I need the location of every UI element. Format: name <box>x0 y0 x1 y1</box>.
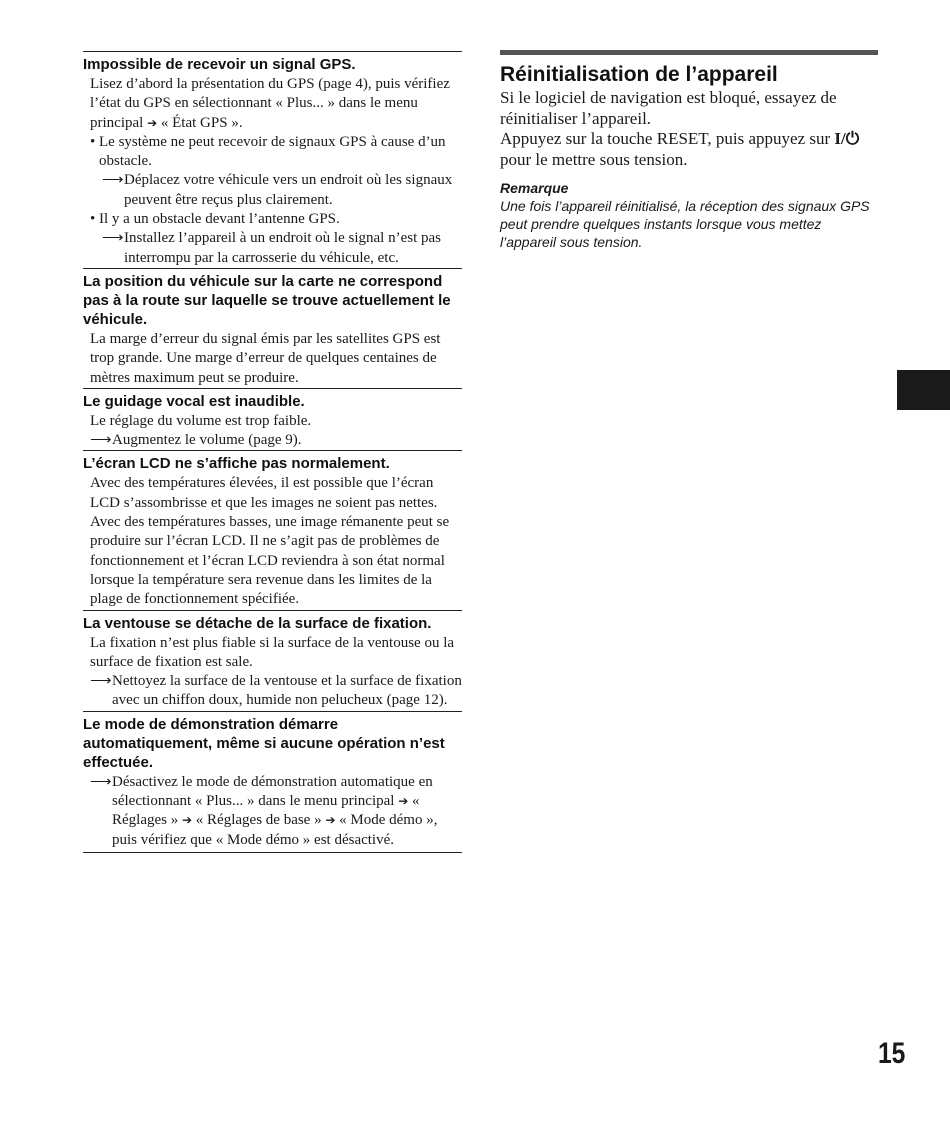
section-voice-guidance <box>83 388 462 451</box>
text-part: « Mode démo », puis vérifiez que « Mode démo » est désactivé. <box>112 812 438 848</box>
section-text: Avec des températures élevées, il est possible que l’écran LCD s’assombrisse et que les images ne soient pas nettes. Avec des températures basses, une image rémanente peut se produire sur l’écran LCD. Il ne s’agit pas de problèmes de fonctionnement et l’écran LCD reviendra à son état normal lorsque la température sera revenue dans les limites de la plage de fonctionnement spécifiée. <box>90 475 450 608</box>
action-item <box>90 773 462 850</box>
arrow-right-icon: ⟶ <box>90 773 112 790</box>
text-part: pour le mettre sous tension. <box>500 149 688 169</box>
text-part: Désactivez le mode de démonstration automatique en sélectionnant « Plus... » dans le menu principal <box>112 773 433 810</box>
troubleshooting-column <box>83 51 462 853</box>
bullet-item <box>90 133 462 172</box>
chapter-tab-marker <box>897 370 950 410</box>
section-gps-signal <box>83 51 462 268</box>
action-text: Déplacez votre véhicule vers un endroit où les signaux peuvent être reçus plus clairement. <box>124 172 453 208</box>
menu-arrow-icon: ➔ <box>325 813 336 828</box>
bullet-text: Le système ne peut recevoir de signaux GPS à cause d’un obstacle. <box>99 133 446 170</box>
action-item <box>90 672 462 711</box>
section-title: Le mode de démonstration démarre automatiquement, même si aucune opération n’est effectuée. <box>83 715 445 771</box>
page-heading: Réinitialisation de l’appareil <box>500 63 778 86</box>
action-item <box>90 431 462 450</box>
text-part: Lisez d’abord la présentation du GPS (page 4), puis vérifiez l’état du GPS en sélectionnant « Plus... » dans le menu principal <box>90 76 450 131</box>
section-text: La marge d’erreur du signal émis par les satellites GPS est trop grande. Une marge d’erreur de quelques centaines de mètres maximum peut se produire. <box>90 330 441 386</box>
action-text <box>112 773 462 850</box>
section-text <box>90 75 462 133</box>
section-text: La fixation n’est plus fiable si la surface de la ventouse ou la surface de fixation est sale. <box>90 634 455 670</box>
bullet-icon: • <box>90 211 96 228</box>
menu-arrow-icon: ➔ <box>398 794 409 809</box>
arrow-right-icon: ⟶ <box>102 172 124 189</box>
power-icon: I/⏻ <box>834 129 860 148</box>
menu-arrow-icon: ➔ <box>147 115 158 130</box>
text-part: « Réglages de base » <box>192 812 326 829</box>
action-text: Nettoyez la surface de la ventouse et la surface de fixation avec un chiffon doux, humide non pelucheux (page 12). <box>112 673 462 709</box>
section-demo-mode <box>83 711 462 853</box>
action-item <box>102 229 462 268</box>
reset-instruction <box>500 129 878 170</box>
section-title: Le guidage vocal est inaudible. <box>83 392 305 410</box>
section-text: Le réglage du volume est trop faible. <box>90 412 312 429</box>
bullet-text: Il y a un obstacle devant l’antenne GPS. <box>99 211 340 228</box>
bullet-item <box>90 210 462 229</box>
section-lcd-display <box>83 450 462 609</box>
arrow-right-icon: ⟶ <box>90 432 112 449</box>
section-title: La ventouse se détache de la surface de fixation. <box>83 614 432 632</box>
reset-text: Si le logiciel de navigation est bloqué, essayez de réinitialiser l’appareil. <box>500 88 837 128</box>
action-item <box>102 171 462 210</box>
action-text: Augmentez le volume (page 9). <box>112 432 302 449</box>
section-title: L’écran LCD ne s’affiche pas normalement. <box>83 455 390 473</box>
section-title: La position du véhicule sur la carte ne correspond pas à la route sur laquelle se trouve actuellement le véhicule. <box>83 272 451 328</box>
menu-arrow-icon: ➔ <box>181 813 193 828</box>
action-text: Installez l’appareil à un endroit où le signal n’est pas interrompu par la carrosserie du véhicule, etc. <box>124 230 441 266</box>
section-suction-cup <box>83 610 462 711</box>
text-part: « Réglages » <box>112 793 420 829</box>
heading-rule <box>500 50 878 55</box>
reset-column <box>500 50 878 251</box>
note-title: Remarque <box>500 180 569 196</box>
text-part: Appuyez sur la touche RESET, puis appuyez sur <box>500 129 831 148</box>
section-title: Impossible de recevoir un signal GPS. <box>83 56 356 73</box>
bullet-icon: • <box>90 133 96 150</box>
note-text: Une fois l’appareil réinitialisé, la réception des signaux GPS peut prendre quelques instants lorsque vous mettez l’appareil sous tension. <box>500 198 870 250</box>
section-vehicle-position <box>83 268 462 388</box>
arrow-right-icon: ⟶ <box>90 673 112 690</box>
arrow-right-icon: ⟶ <box>102 230 124 247</box>
text-part: « État GPS ». <box>157 114 243 131</box>
page-number: 15 <box>878 1037 906 1070</box>
